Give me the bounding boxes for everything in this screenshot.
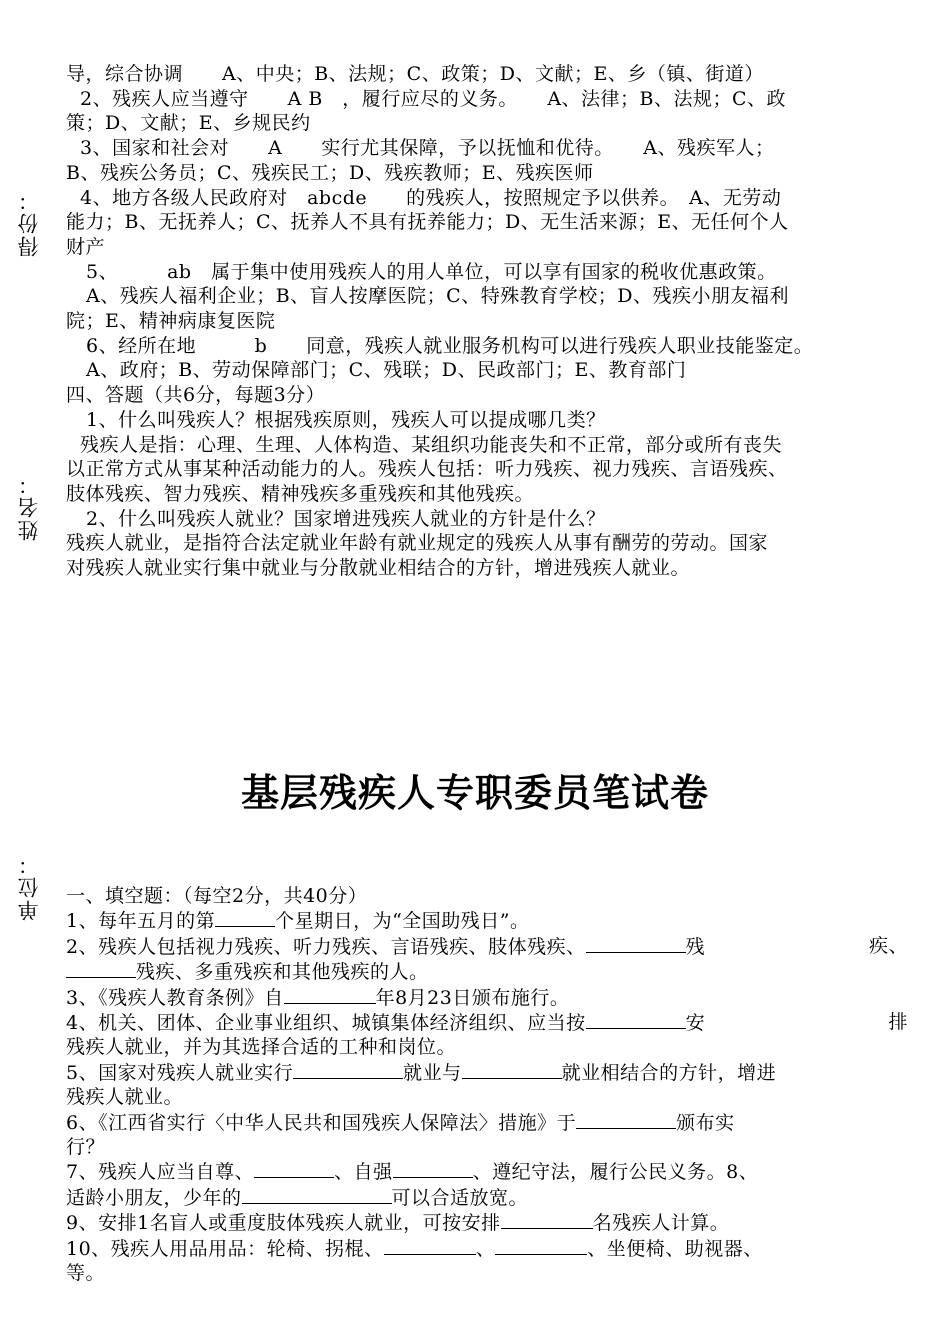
question-text: 9、安排1名盲人或重度肢体残疾人就业，可按安排: [66, 1212, 501, 1235]
question-5-cont: 残疾人就业。: [66, 1086, 184, 1109]
question-text: 个星期日，为“全国助残日”。: [275, 910, 530, 933]
question-text: 7、残疾人应当自尊、: [66, 1161, 255, 1184]
question-text: 颁布实: [676, 1111, 735, 1134]
answer-text: 以正常方式从事某种活动能力的人。残疾人包括：听力残疾、视力残疾、言语残疾、: [66, 458, 788, 481]
answer-blank[interactable]: [586, 934, 686, 953]
question-text: 名残疾人计算。: [592, 1212, 730, 1235]
text-line: 能力；B、无抚养人；C、抚养人不具有抚养能力；D、无生活来源；E、无任何个人: [66, 211, 789, 234]
answer-blank[interactable]: [254, 1159, 334, 1178]
answer-text: 对残疾人就业实行集中就业与分散就业相结合的方针，增进残疾人就业。: [66, 557, 691, 580]
question-2: [66, 934, 908, 959]
answer-blank[interactable]: [393, 1159, 473, 1178]
question-4: [66, 1010, 908, 1035]
question-text: 残: [685, 935, 706, 958]
text-line: B、残疾公务员；C、残疾民工；D、残疾教师；E、残疾医师: [66, 161, 594, 184]
page-title: 基层残疾人专职委员笔试卷: [240, 771, 709, 815]
question-10: [66, 1236, 908, 1261]
text-line: 2、残疾人应当遵守 A B ，履行应尽的义务。 A、法律；B、法规；C、政: [80, 87, 787, 110]
text-line: 4、地方各级人民政府对 abcde 的残疾人，按照规定予以供养。 A、无劳动: [80, 186, 782, 209]
answer-blank[interactable]: [284, 985, 376, 1004]
text-line: 院；E、精神病康复医院: [66, 310, 276, 333]
answer-blank[interactable]: [501, 1210, 593, 1229]
question-6: [66, 1110, 908, 1135]
answer-text: 残疾人是指：心理、生理、人体构造、某组织功能丧失和不正常，部分或所有丧失: [80, 433, 783, 456]
question-text: 就业相结合的方针，增进: [561, 1061, 777, 1084]
question-text: 、坐便椅、助视器、: [587, 1237, 763, 1260]
section-heading: 四、答题（共6分，每题3分）: [66, 384, 326, 407]
question-1: [66, 908, 908, 933]
question-text: 1、什么叫残疾人？根据残疾原则，残疾人可以提成哪几类？: [86, 408, 606, 431]
section-heading: 一、填空题：（每空2分，共40分）: [66, 885, 368, 907]
unit-label: 单位：: [17, 852, 41, 921]
answer-blank[interactable]: [495, 1236, 587, 1255]
answer-blank[interactable]: [293, 1060, 403, 1079]
question-9: [66, 1210, 908, 1235]
text-line: 3、国家和社会对 A 实行尤其保障，予以抚恤和优待。 A、残疾军人；: [80, 137, 775, 160]
answer-blank[interactable]: [462, 1060, 562, 1079]
question-text: 适龄小朋友，少年的: [66, 1186, 242, 1209]
text-line: 策；D、文献；E、乡规民约: [66, 112, 311, 135]
question-text: 4、机关、团体、企业事业组织、城镇集体经济组织、应当按: [66, 1012, 586, 1035]
answer-text: 肢体残疾、智力残疾、精神残疾多重残疾和其他残疾。: [66, 482, 535, 505]
question-text: 5、国家对残疾人就业实行: [66, 1061, 294, 1084]
text-line: A、残疾人福利企业；B、盲人按摩医院；C、特殊教育学校；D、残疾小朋友福利: [86, 285, 789, 308]
name-label: 姓名：: [17, 472, 41, 541]
question-7: [66, 1159, 908, 1184]
question-text: 排: [888, 1011, 908, 1034]
question-text: 残疾、多重残疾和其他残疾的人。: [136, 961, 429, 984]
text-line: 6、经所在地 b 同意，残疾人就业服务机构可以进行残疾人职业技能鉴定。: [86, 334, 814, 357]
question-text: 年8月23日颁布施行。: [375, 986, 570, 1009]
question-8: [66, 1185, 908, 1210]
answer-blank[interactable]: [586, 1010, 686, 1029]
answer-blank[interactable]: [66, 959, 136, 978]
text-line: 5、 ab 属于集中使用残疾人的用人单位，可以享有国家的税收优惠政策。: [86, 260, 777, 283]
question-text: 、: [475, 1237, 496, 1260]
score-label: 得份：: [17, 188, 41, 257]
answer-blank[interactable]: [215, 908, 275, 927]
question-2-cont: [66, 959, 908, 984]
question-4-cont: 残疾人就业，并为其选择合适的工种和岗位。: [66, 1036, 457, 1059]
answer-blank[interactable]: [384, 1236, 476, 1255]
question-text: 2、残疾人包括视力残疾、听力残疾、言语残疾、肢体残疾、: [66, 935, 586, 958]
question-10-cont: 等。: [66, 1262, 106, 1285]
question-text: 6、《江西省实行〈中华人民共和国残疾人保障法〉措施》于: [66, 1111, 577, 1134]
question-text: 安: [685, 1012, 706, 1035]
text-line: 财产: [66, 235, 106, 258]
question-text: 1、每年五月的第: [66, 910, 216, 933]
question-text: 疾、: [868, 934, 908, 957]
question-text: 3、《残疾人教育条例》自: [66, 986, 284, 1009]
answer-blank[interactable]: [576, 1110, 676, 1129]
answer-text: 残疾人就业，是指符合法定就业年龄有就业规定的残疾人从事有酬劳的劳动。国家: [66, 532, 769, 555]
text-line: 导，综合协调 A、中央；B、法规；C、政策；D、文献；E、乡（镇、街道）: [66, 63, 764, 85]
question-text: 、遵纪守法，履行公民义务。8、: [472, 1161, 759, 1184]
question-text: 10、残疾人用品用品：轮椅、拐棍、: [66, 1237, 384, 1260]
fill-in-blank-section: [66, 884, 908, 1286]
question-text: 2、什么叫残疾人就业？国家增进残疾人就业的方针是什么？: [86, 507, 606, 530]
question-3: [66, 985, 908, 1010]
question-text: 就业与: [403, 1061, 462, 1084]
question-6-cont: 行？: [66, 1136, 106, 1159]
question-5: [66, 1060, 908, 1085]
text-line: A、政府；B、劳动保障部门；C、残联；D、民政部门；E、教育部门: [86, 359, 687, 382]
multiple-choice-and-answer-section: [66, 62, 908, 581]
question-text: 、自强: [334, 1161, 393, 1184]
question-text: 可以合适放宽。: [391, 1186, 529, 1209]
answer-blank[interactable]: [242, 1185, 392, 1204]
